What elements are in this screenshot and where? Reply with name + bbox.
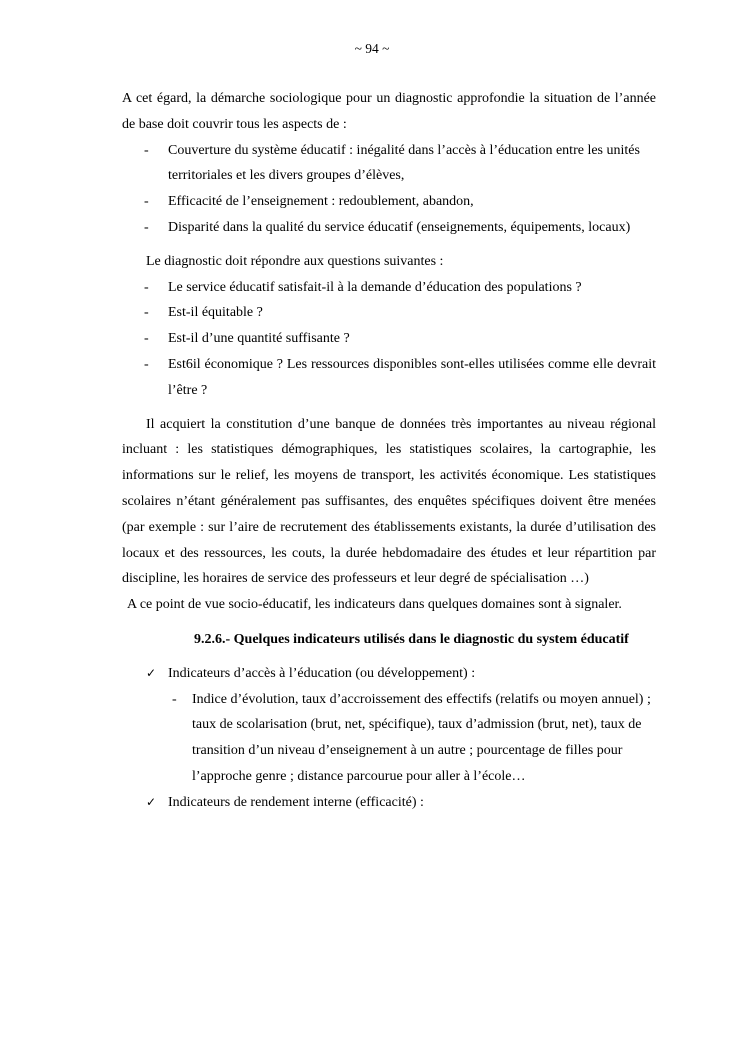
data-bank-paragraph: Il acquiert la constitution d’une banque de données très importantes au niveau régional incluant : les statistiques démographiques, les statistiques scolaires, la cartographie, les informations sur le relief, les moyens de transport, les activités économique. Les statistiques scolaires n’étant généralement pas suffisantes, des enquêtes spécifiques doivent être menées (par exemple : sur l’aire de recrutement des établissements existants, la durée d’utilisation des locaux et des ressources, les couts, la durée hebdomadaire des études et leur répartition par discipline, les horaires de service des professeurs et leur degré de spécialisation …) [122,416,656,587]
document-body [122,86,656,816]
list-item: - Couverture du système éducatif : inégalité dans l’accès à l’éducation entre les unités territoriales et les divers groupes d’élèves, [122,138,656,190]
indicator-group-title: Indicateurs d’accès à l’éducation (ou développement) : [168,665,476,681]
list-item: - Est-il équitable ? [122,300,656,326]
dash-bullet: - [144,194,149,210]
list-item: - Indice d’évolution, taux d’accroissement des effectifs (relatifs ou moyen annuel) ; taux de scolarisation (brut, net, spécifique), taux d’admission (brut, net), taux de transition d’un niveau d’enseignement à un autre ; pourcentage de filles pour l’approche genre ; distance parcourue pour aller à l’école… [122,687,656,790]
dash-bullet: - [144,305,149,321]
list-item: - Le service éducatif satisfait-il à la demande d’éducation des populations ? [122,275,656,301]
indicator-groups [122,661,656,816]
page-number: ~ 94 ~ [354,41,390,56]
aspects-list [122,138,656,241]
indicator-group [122,790,656,816]
indicators-paragraph: A ce point de vue socio-éducatif, les indicateurs dans quelques domaines sont à signaler. [127,597,622,613]
questions-intro: Le diagnostic doit répondre aux questions suivantes : [146,253,444,269]
dash-bullet: - [172,691,177,707]
list-item: - Disparité dans la qualité du service éducatif (enseignements, équipements, locaux) [122,215,656,241]
questions-list [122,275,656,404]
section-heading: 9.2.6.- Quelques indicateurs utilisés dans le diagnostic du system éducatif [194,631,629,647]
dash-bullet: - [144,331,149,347]
list-item: - Efficacité de l’enseignement : redoublement, abandon, [122,189,656,215]
checkmark-icon: ✓ [146,794,157,809]
dash-bullet: - [144,219,149,235]
indicator-group-title: Indicateurs de rendement interne (efficacité) : [168,794,424,810]
dash-bullet: - [144,356,149,372]
list-item: - Est-il d’une quantité suffisante ? [122,326,656,352]
list-item: - Est6il économique ? Les ressources disponibles sont-elles utilisées comme elle devrait l’être ? [122,352,656,404]
dash-bullet: - [144,142,149,158]
indicator-items [168,687,656,790]
indicator-group [122,661,656,790]
checkmark-icon: ✓ [146,665,157,680]
dash-bullet: - [144,279,149,295]
intro-paragraph: A cet égard, la démarche sociologique pour un diagnostic approfondie la situation de l’année de base doit couvrir tous les aspects de : [122,91,656,132]
